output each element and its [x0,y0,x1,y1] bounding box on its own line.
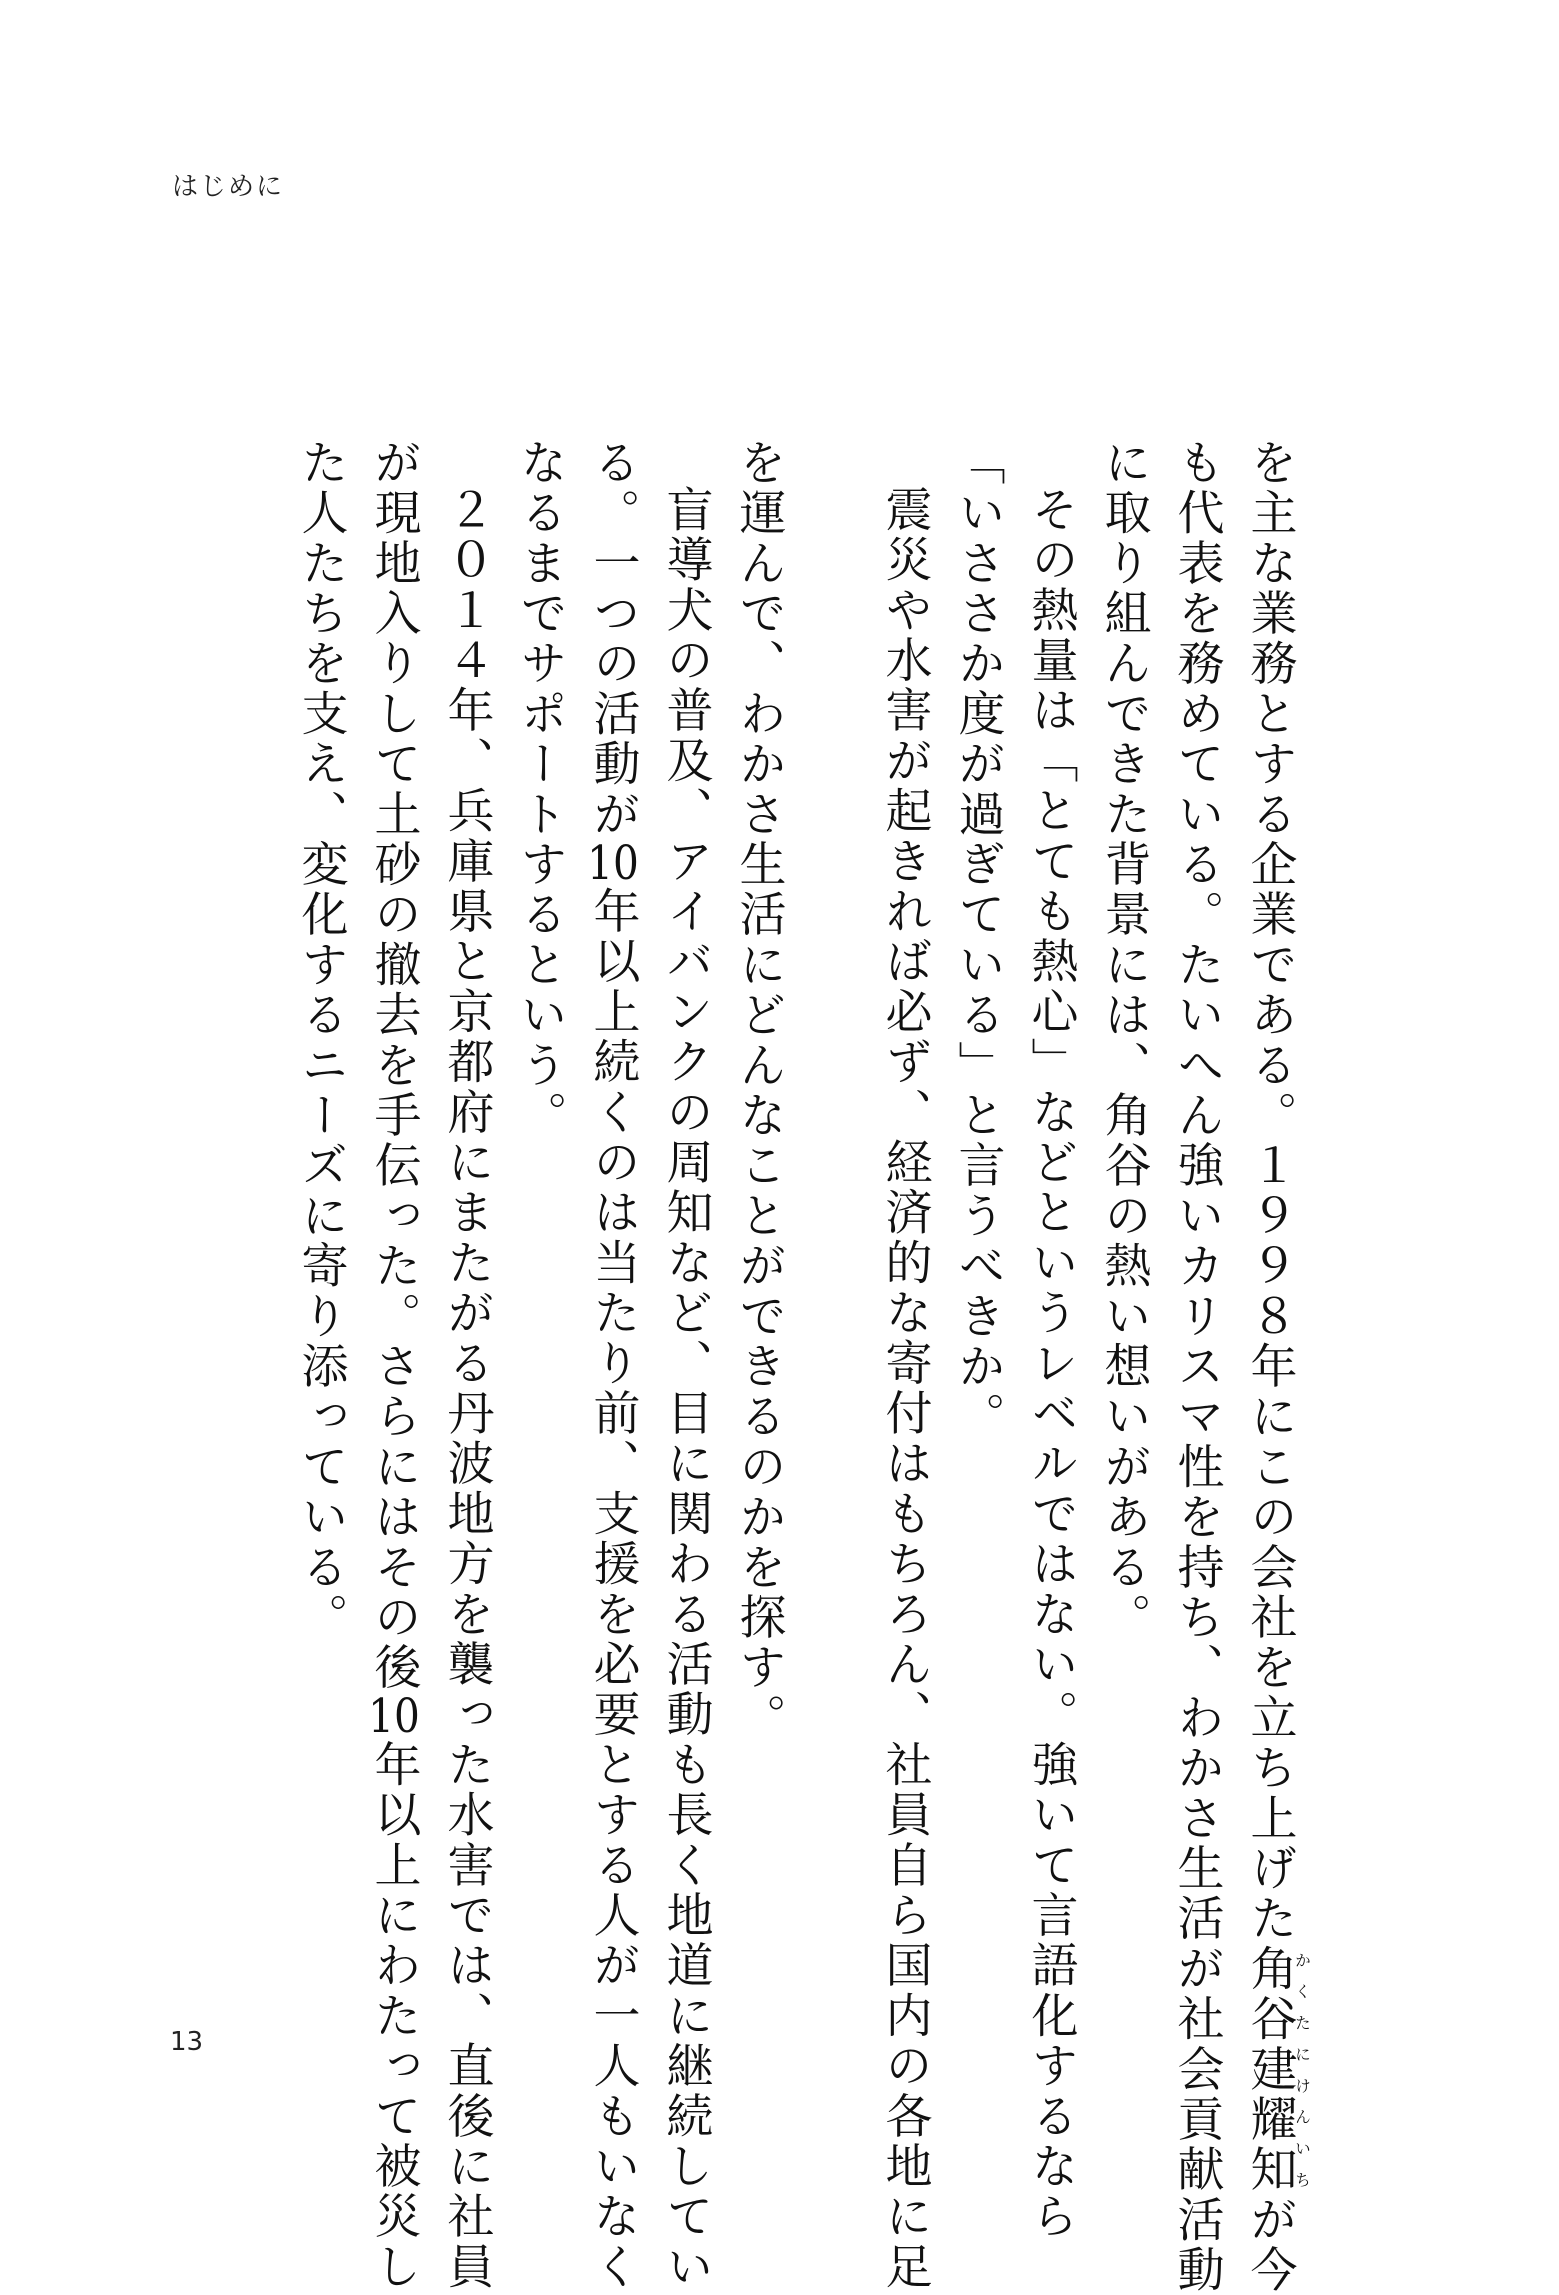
paragraph-5 [431,438,504,2293]
paragraph-3-cont [723,438,796,1758]
text-line: 「いささか度が過ぎている」と言うべきか。 [950,438,1006,1442]
name-ruby: 角谷建耀知かくたにけんいち [1242,1944,1312,2195]
text-line: 盲導犬の普及、アイバンクの周知など、目に関わる活動も長く地道に継続してい [658,485,714,2293]
running-head: はじめに [172,172,285,202]
text-line: が現地入りして土砂の撤去を手伝った。さらにはその後10年以上にわたって被災し [366,438,422,2293]
number-tcy: 10 [587,839,639,887]
page-number: 13 [170,2027,204,2057]
paragraph-2-cont [942,438,1015,1758]
text-line: なるまでサポートするという。 [512,438,568,1141]
text-line: る。一つの活動が10年以上続くのは当たり前、支援を必要とする人が一人もいなく [585,438,641,2293]
paragraph-4-cont [504,438,650,2293]
paragraph-3 [869,438,942,2293]
text-line: に取り組んできた背景には、角谷の熱い想いがある。 [1096,438,1152,1643]
paragraph-4 [650,438,723,2293]
body-text [210,438,1312,2295]
text-line: 震災や水害が起きれば必ず、経済的な寄付はもちろん、社員自ら国内の各地に足 [877,485,933,2293]
paragraph-2 [1015,438,1088,2242]
text-line: ２０１４年、兵庫県と京都府にまたがる丹波地方を襲った水害では、直後に社員 [439,485,495,2293]
text-line: た人たちを支え、変化するニーズに寄り添っている。 [293,438,349,1643]
paragraph-5-cont [285,438,431,2293]
text-line: その熱量は「とても熱心」などというレベルではない。強いて言語化するなら [1023,485,1079,2242]
number-tcy: 10 [368,1693,420,1740]
text-line: を運んで、わかさ生活にどんなことができるのかを探す。 [731,438,787,1744]
furigana: かくたにけんいち [1292,1944,1312,2195]
paragraph-1 [1088,438,1312,2295]
text-line: を主な業務とする企業である。１９９８年にこの会社を立ち上げた角谷建耀知かくたにけんいちが今 [1242,438,1312,2295]
text-line: も代表を務めている。たいへん強いカリスマ性を持ち、わかさ生活が社会貢献活動 [1169,438,1225,2295]
